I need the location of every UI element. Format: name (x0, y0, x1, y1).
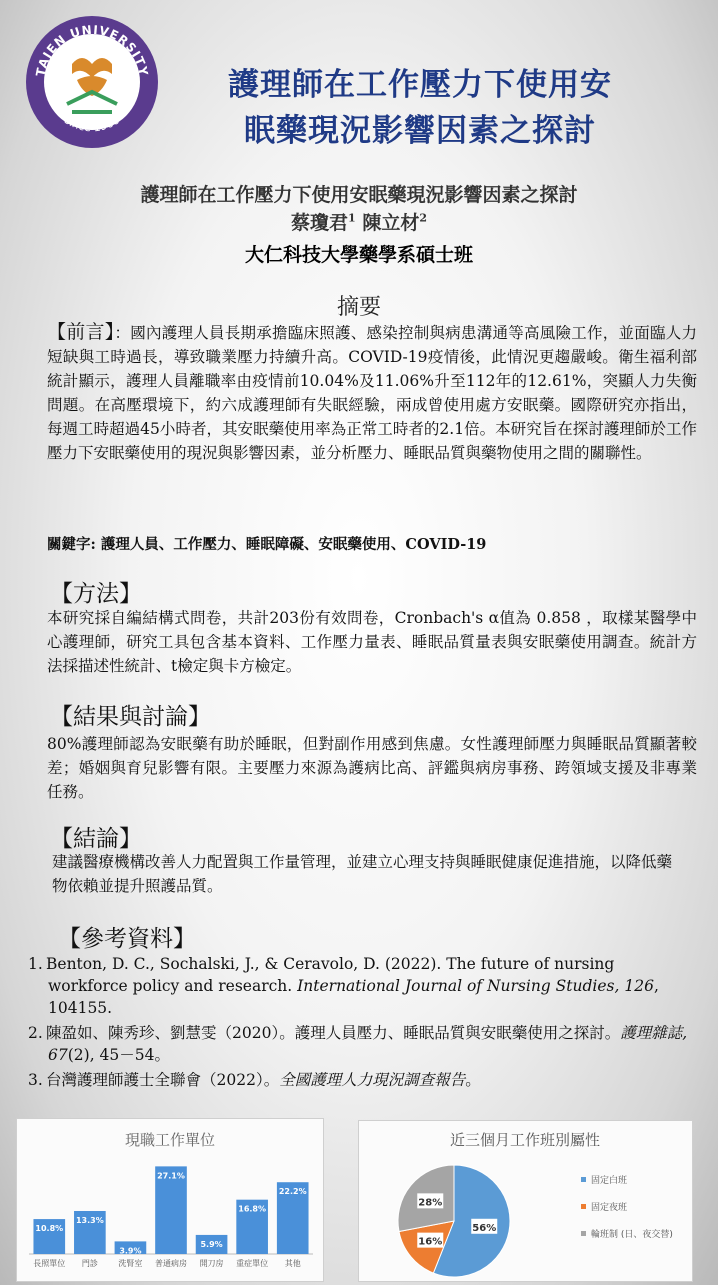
data-label: 10.8% (35, 1224, 64, 1234)
legend-label: 固定白班 (591, 1176, 628, 1186)
data-label: 16% (418, 1236, 443, 1248)
main-title-line2: 眠藥現況影響因素之探討 (244, 113, 596, 149)
conclusion-heading: 【結論】 (50, 826, 142, 852)
author2-sup: 2 (419, 211, 427, 225)
methods-heading: 【方法】 (50, 581, 142, 607)
legend-swatch (581, 1177, 586, 1182)
category-label: 重症單位 (236, 1259, 269, 1268)
department: 大仁科技大學藥學系碩士班 (244, 244, 473, 266)
logo-text-top: TAJEN UNIVERSITY (33, 22, 151, 78)
legend-label: 輪班制 (日、夜交替) (591, 1230, 673, 1240)
pie-chart-panel (358, 1120, 693, 1282)
conclusion-paragraph: 建議醫療機構改善人力配置與工作量管理，並建立心理支持與睡眠健康促進措施，以降低藥物依賴並提升照護品質。 (52, 853, 673, 895)
chart-title: 現職工作單位 (124, 1131, 216, 1149)
results-paragraph: 80%護理師認為安眠藥有助於睡眠，但對副作用感到焦慮。女性護理師壓力與睡眠品質顯著較差；婚姻與育兒影響有限。主要壓力來源為護病比高、評鑑與病房事務、跨領域支援及非專業任務。 (47, 735, 697, 801)
university-logo (22, 12, 162, 152)
reference-index: 3. (28, 1071, 43, 1089)
references-heading: 【參考資料】 (58, 926, 196, 952)
data-label: 5.9% (200, 1239, 223, 1249)
pie-chart (359, 1121, 692, 1281)
legend-label: 固定夜班 (591, 1203, 628, 1213)
category-label: 開刀房 (199, 1259, 224, 1268)
main-title (170, 62, 670, 154)
abstract-heading: 摘要 (336, 295, 381, 320)
data-label: 22.2% (278, 1187, 307, 1197)
author1-sup: 1 (348, 211, 356, 225)
category-label: 普通病房 (155, 1259, 187, 1268)
data-label: 28% (418, 1197, 443, 1209)
reference-item (28, 1069, 698, 1091)
references-list (28, 953, 698, 1094)
main-title-line1: 護理師在工作壓力下使用安 (228, 67, 612, 103)
intro-text: ：國內護理人員長期承擔臨床照護、感染控制與病患溝通等高風險工作，並面臨人力短缺與工時過長，導致職業壓力持續升高。COVID-19疫情後，此情況更趨嚴峻。衛生福利部統計顯示，護理人員離職率由疫情前10.04%及11.06%升至112年的12.61%，突顯人力失衡問題。在高壓環境下，約六成護理師有失眠經驗，兩成曾使用處方安眠藥。國際研究亦指出，每週工時超過45小時者，其安眠藥使用率為正常工時者的2.1倍。本研究旨在探討護理師於工作壓力下安眠藥使用的現況與影響因素，並分析壓力、睡眠品質與藥物使用之間的關聯性。 (47, 324, 697, 462)
legend-swatch (581, 1204, 586, 1209)
category-label: 門診 (81, 1259, 98, 1268)
subtitle: 護理師在工作壓力下使用安眠藥現況影響因素之探討 (140, 184, 578, 206)
results-heading: 【結果與討論】 (50, 704, 211, 730)
data-label: 56% (472, 1222, 497, 1234)
data-label: 16.8% (238, 1204, 267, 1214)
reference-index: 2. (28, 1024, 43, 1042)
data-label: 27.1% (157, 1171, 185, 1181)
reference-text: 台灣護理師護士全聯會（2022）。 (46, 1071, 280, 1089)
intro-paragraph (47, 320, 697, 465)
data-label: 13.3% (75, 1215, 104, 1225)
reference-tail: (2), 45－54。 (67, 1046, 170, 1064)
reference-journal: International Journal of Nursing Studies, 126 (297, 977, 654, 995)
authors (0, 208, 718, 235)
reference-journal: 全國護理人力現況調查報告 (279, 1071, 466, 1089)
category-label: 洗腎室 (118, 1259, 143, 1268)
logo-text-bottom: since 1966 (62, 113, 122, 135)
category-label: 其他 (284, 1259, 301, 1268)
keywords: 關鍵字: 護理人員、工作壓力、睡眠障礙、安眠藥使用、COVID-19 (47, 536, 487, 553)
reference-tail: 。 (465, 1071, 481, 1089)
intro-label: 【前言】 (47, 321, 115, 343)
reference-tail: , 104155. (48, 977, 659, 1017)
chart-title: 近三個月工作班別屬性 (449, 1131, 601, 1149)
reference-text: 陳盈如、陳秀珍、劉慧雯（2020）。護理人員壓力、睡眠品質與安眠藥使用之探討。 (46, 1024, 621, 1042)
author2: 陳立材 (362, 212, 420, 234)
reference-text: Benton, D. C., Sochalski, J., & Ceravolo, D. (2022). The future of nursing workforce policy and research. (46, 955, 615, 995)
bar-chart (17, 1119, 323, 1281)
legend-swatch (581, 1231, 586, 1236)
author1: 蔡瓊君 (291, 212, 349, 234)
reference-index: 1. (28, 955, 43, 973)
reference-journal: 護理雜誌, 67 (48, 1024, 688, 1064)
reference-item (28, 1022, 698, 1066)
reference-item (28, 953, 698, 1019)
bar-chart-panel (16, 1118, 324, 1282)
methods-paragraph: 本研究採自編結構式問卷，共計203份有效問卷，Cronbach's α值為 0.858 ，取樣某醫學中心護理師，研究工具包含基本資料、工作壓力量表、睡眠品質量表與安眠藥使用調查。統計方法採描述性統計、t檢定與卡方檢定。 (47, 609, 697, 675)
category-label: 長照單位 (33, 1259, 66, 1268)
data-label: 3.9% (119, 1246, 142, 1256)
